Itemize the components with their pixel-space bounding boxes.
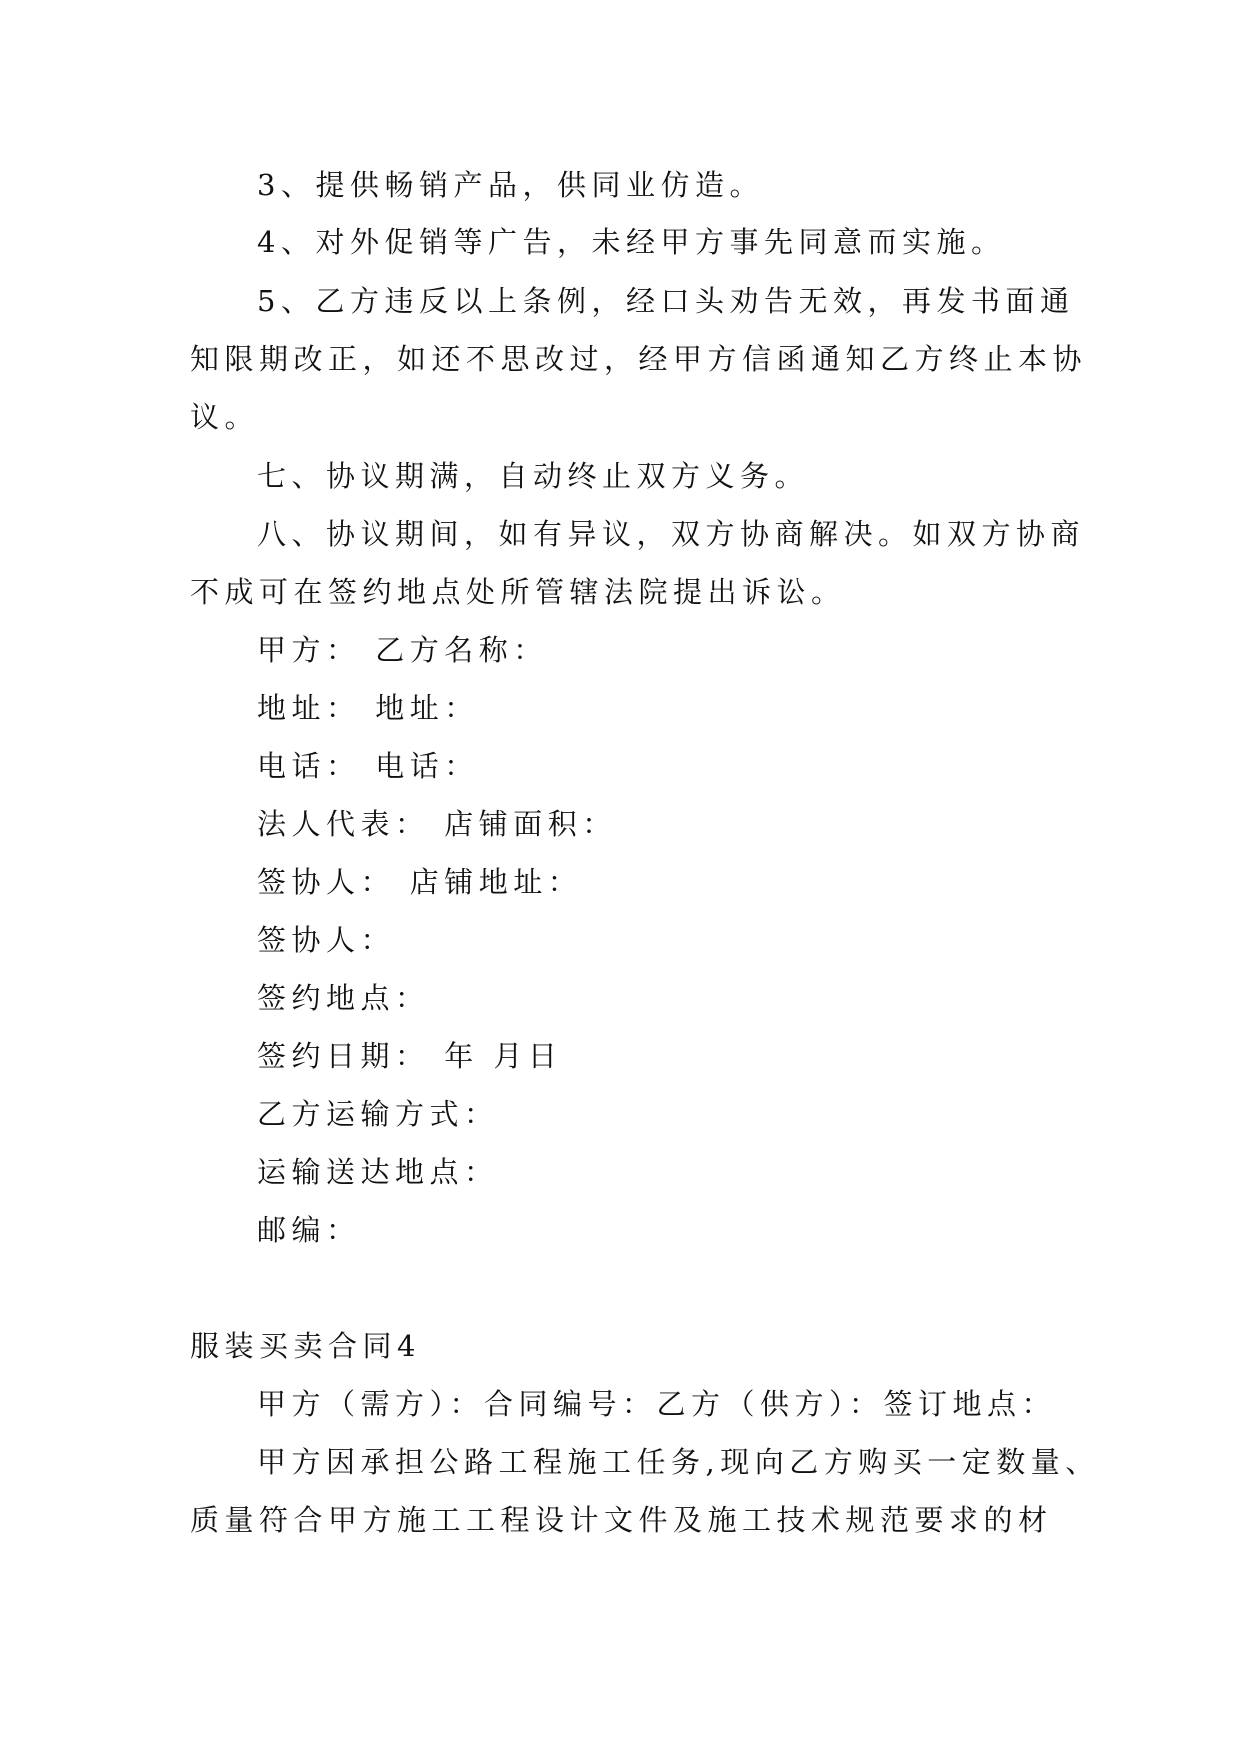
postcode-line: 邮编： [257, 1213, 361, 1247]
clause-3: 3、提供畅销产品，供同业仿造。 [257, 168, 764, 202]
party-line: 甲方： 乙方名称： [257, 633, 548, 667]
contract-header-line: 甲方（需方）：合同编号：乙方（供方）：签订地点： [257, 1387, 1057, 1421]
address-line: 地址： 地址： [257, 691, 479, 725]
signer-line-2: 签协人： [257, 923, 396, 957]
signing-date-line: 签约日期： 年 月日 [257, 1039, 563, 1073]
contract-body-line-2: 质量符合甲方施工工程设计文件及施工技术规范要求的材 [190, 1503, 1053, 1537]
article-7: 七、协议期满，自动终止双方义务。 [257, 459, 810, 493]
phone-line: 电话： 电话： [257, 749, 479, 783]
clause-5-line-2: 知限期改正，如还不思改过，经甲方信函通知乙方终止本协 [190, 342, 1088, 376]
clause-5-line-1: 5、乙方违反以上条例，经口头劝告无效，再发书面通 [257, 284, 1075, 318]
article-8-line-2: 不成可在签约地点处所管辖法院提出诉讼。 [190, 575, 846, 609]
article-8-line-1: 八、协议期间，如有异议，双方协商解决。如双方协商 [257, 517, 1086, 551]
contract-body-line-1: 甲方因承担公路工程施工任务,现向乙方购买一定数量、 [257, 1445, 1100, 1479]
clause-4: 4、对外促销等广告，未经甲方事先同意而实施。 [257, 225, 1006, 259]
clause-5-line-3: 议。 [190, 400, 260, 434]
section-title: 服装买卖合同4 [190, 1329, 421, 1363]
delivery-place-line: 运输送达地点： [257, 1155, 499, 1189]
transport-method-line: 乙方运输方式： [257, 1097, 499, 1131]
signer-line-1: 签协人： 店铺地址： [257, 865, 583, 899]
representative-line: 法人代表： 店铺面积： [257, 807, 617, 841]
signing-place-line: 签约地点： [257, 981, 430, 1015]
